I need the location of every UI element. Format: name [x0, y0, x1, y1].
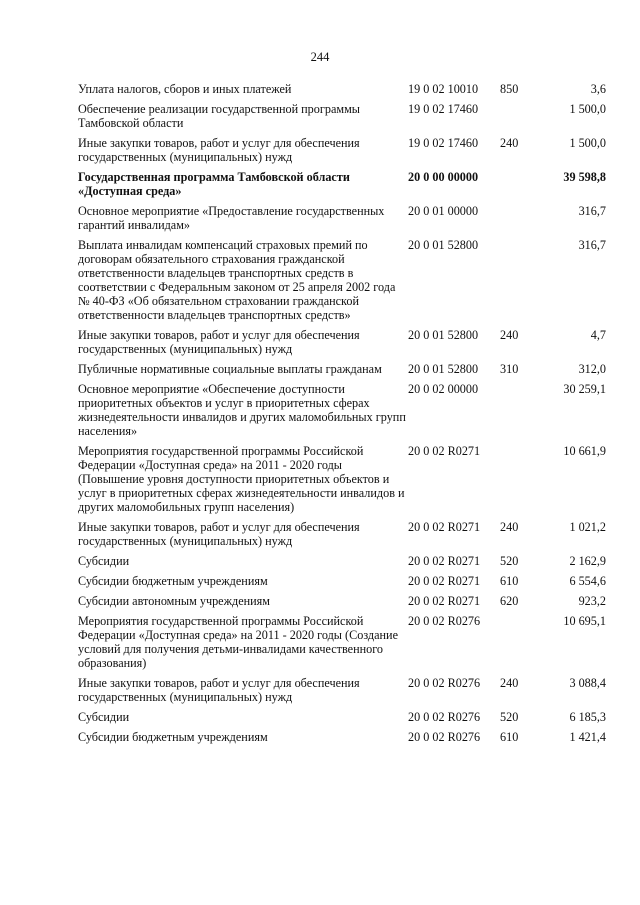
row-code: 20 0 02 R0271: [408, 594, 481, 608]
row-expense-type: [500, 170, 540, 204]
row-expense-type: [500, 382, 540, 444]
row-amount: 312,0: [578, 362, 606, 376]
table-row: [78, 614, 606, 676]
row-expense-type: [500, 102, 540, 136]
row-expense-type: 310: [500, 362, 519, 376]
row-expense-type: [500, 238, 540, 328]
row-code: 20 0 02 R0271: [408, 554, 481, 568]
row-expense-type: 240: [500, 520, 519, 534]
row-name: Субсидии бюджетным учреждениям: [78, 730, 268, 744]
table-row: [78, 574, 606, 594]
row-name: Иные закупки товаров, работ и услуг для обеспечения государственных (муниципальных) нужд: [78, 136, 360, 164]
row-amount: 1 500,0: [569, 136, 606, 150]
row-code: 20 0 00 00000: [408, 170, 479, 184]
row-code: 20 0 02 R0276: [408, 730, 481, 744]
table-row: [78, 382, 606, 444]
row-name: Субсидии бюджетным учреждениям: [78, 574, 268, 588]
row-amount: 2 162,9: [569, 554, 606, 568]
table-row: [78, 204, 606, 238]
row-name: Мероприятия государственной программы Российской Федерации «Доступная среда» на 2011 - 2020 годы (Создание условий для получения детьми-инвалидами качественного образования): [78, 614, 398, 670]
row-code: 20 0 02 R0276: [408, 614, 481, 628]
table-row: [78, 520, 606, 554]
row-code: 20 0 02 R0271: [408, 574, 481, 588]
table-row: [78, 710, 606, 730]
row-name: Субсидии: [78, 554, 130, 568]
row-code: 20 0 02 R0271: [408, 520, 481, 534]
budget-table-body: [78, 82, 606, 750]
row-expense-type: [500, 614, 540, 676]
table-row: [78, 676, 606, 710]
row-code: 19 0 02 10010: [408, 82, 479, 96]
row-expense-type: 520: [500, 710, 519, 724]
table-row: [78, 82, 606, 102]
row-name: Уплата налогов, сборов и иных платежей: [78, 82, 292, 96]
row-name: Субсидии автономным учреждениям: [78, 594, 270, 608]
row-code: 20 0 01 52800: [408, 238, 479, 252]
row-code: 20 0 02 R0276: [408, 676, 481, 690]
row-name: Выплата инвалидам компенсаций страховых премий по договорам обязательного страхования гражданской ответственности владельцев транспортных средств в соответствии с Федеральным законом от 25 апреля 2002 года № 40-ФЗ «Об обязательном страховании гражданской ответственности владельцев транспортных средств»: [78, 238, 396, 322]
row-code: 20 0 02 00000: [408, 382, 479, 396]
table-row: [78, 102, 606, 136]
row-code: 20 0 01 52800: [408, 328, 479, 342]
table-row: [78, 238, 606, 328]
row-expense-type: [500, 204, 540, 238]
row-amount: 30 259,1: [563, 382, 606, 396]
row-code: 20 0 01 00000: [408, 204, 479, 218]
row-code: 20 0 01 52800: [408, 362, 479, 376]
row-name: Мероприятия государственной программы Российской Федерации «Доступная среда» на 2011 - 2020 годы (Повышение уровня доступности приоритетных объектов и услуг в приоритетных сферах жизнедеятельности инвалидов и других маломобильных групп населения): [78, 444, 405, 514]
table-row: [78, 594, 606, 614]
table-row: [78, 444, 606, 520]
row-amount: 1 500,0: [569, 102, 606, 116]
row-amount: 10 695,1: [563, 614, 606, 628]
row-name: Иные закупки товаров, работ и услуг для обеспечения государственных (муниципальных) нужд: [78, 328, 360, 356]
table-row: [78, 328, 606, 362]
row-code: 19 0 02 17460: [408, 136, 479, 150]
row-expense-type: 620: [500, 594, 519, 608]
row-amount: 3,6: [590, 82, 606, 96]
row-amount: 316,7: [578, 204, 606, 218]
row-name: Основное мероприятие «Предоставление государственных гарантий инвалидам»: [78, 204, 385, 232]
row-name: Иные закупки товаров, работ и услуг для обеспечения государственных (муниципальных) нужд: [78, 676, 360, 704]
row-code: 20 0 02 R0276: [408, 710, 481, 724]
row-amount: 10 661,9: [563, 444, 606, 458]
row-name: Иные закупки товаров, работ и услуг для обеспечения государственных (муниципальных) нужд: [78, 520, 360, 548]
row-amount: 6 554,6: [569, 574, 606, 588]
row-code: 20 0 02 R0271: [408, 444, 481, 458]
row-amount: 3 088,4: [569, 676, 606, 690]
row-expense-type: 610: [500, 730, 519, 744]
row-amount: 923,2: [578, 594, 606, 608]
row-expense-type: 610: [500, 574, 519, 588]
table-row: [78, 554, 606, 574]
row-expense-type: 850: [500, 82, 519, 96]
row-name: Основное мероприятие «Обеспечение доступности приоритетных объектов и услуг в приоритетных сферах жизнедеятельности инвалидов и других маломобильных групп населения»: [78, 382, 406, 438]
row-code: 19 0 02 17460: [408, 102, 479, 116]
table-row: [78, 730, 606, 750]
row-name: Публичные нормативные социальные выплаты гражданам: [78, 362, 382, 376]
row-name: Обеспечение реализации государственной программы Тамбовской области: [78, 102, 360, 130]
row-amount: 1 421,4: [569, 730, 606, 744]
row-expense-type: 240: [500, 136, 519, 150]
page-number: 244: [310, 50, 330, 64]
table-row: [78, 170, 606, 204]
row-amount: 1 021,2: [569, 520, 606, 534]
row-amount: 316,7: [578, 238, 606, 252]
table-row: [78, 136, 606, 170]
row-amount: 6 185,3: [569, 710, 606, 724]
row-expense-type: 240: [500, 328, 519, 342]
row-name: Государственная программа Тамбовской области «Доступная среда»: [78, 170, 350, 198]
table-row: [78, 362, 606, 382]
row-amount: 39 598,8: [563, 170, 606, 184]
budget-table: [78, 82, 606, 750]
row-name: Субсидии: [78, 710, 130, 724]
row-expense-type: 520: [500, 554, 519, 568]
row-expense-type: [500, 444, 540, 520]
row-amount: 4,7: [590, 328, 606, 342]
row-expense-type: 240: [500, 676, 519, 690]
